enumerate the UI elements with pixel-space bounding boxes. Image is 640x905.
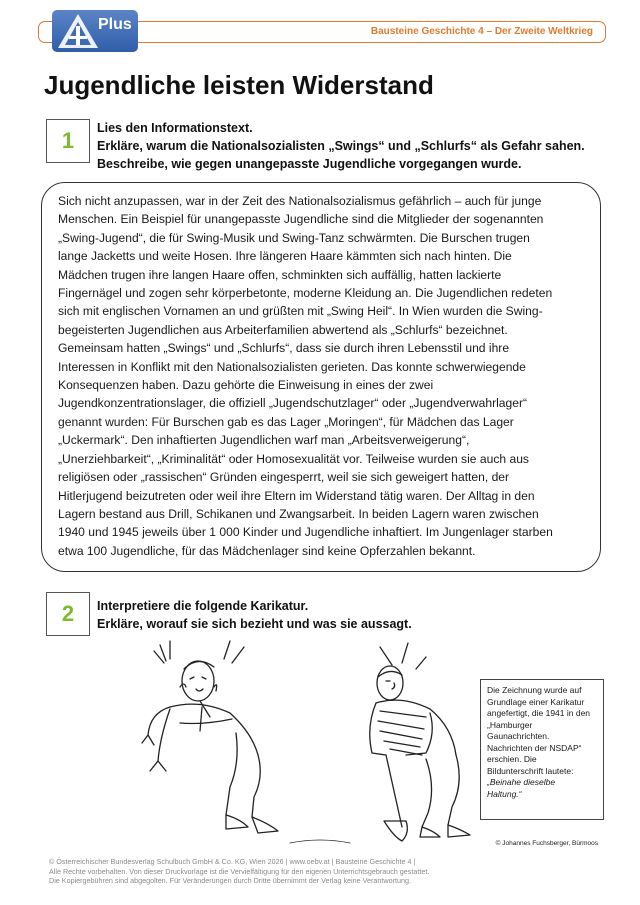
info-text-line: „Uckermark“. Den inhaftierten Jugendlichen warf man „Arbeitsverweigerung“,	[58, 433, 470, 448]
triangle-logo-icon	[56, 12, 100, 50]
task-number-1: 1	[46, 119, 90, 163]
footer-line: © Österreichischer Bundesverlag Schulbuch GmbH & Co. KG, Wien 2026 | www.oebv.at | Bausteine Geschichte 4 |	[49, 857, 416, 866]
caption-line: Bildunterschrift lautete:	[487, 765, 574, 776]
caption-quote-line: „Beinahe dieselbe	[487, 777, 556, 787]
task-2-instructions	[97, 597, 412, 633]
swing-youth-figure	[142, 641, 278, 833]
page-title: Jugendliche leisten Widerstand	[44, 70, 434, 100]
logo-text: Plus	[98, 16, 132, 33]
info-text-line: Hitlerjugend beizutreten oder weil ihre Eltern im Widerstand tätig waren. Der Alltag in den	[58, 488, 535, 503]
info-text-line: Fingernägel und zogen sehr körperbetonte, moderne Kleidung an. Die Jugendlichen redeten	[58, 286, 553, 301]
caption-line: „Hamburger	[487, 719, 533, 730]
info-text-line: Sich nicht anzupassen, war in der Zeit des Nationalsozialismus gefährlich – auch für junge	[58, 194, 542, 208]
info-text-line: genannt wurden: Für Burschen gab es das Lager „Moringen“, für Mädchen das Lager	[58, 414, 514, 429]
task-1-line: Beschreibe, wie gegen unangepasste Jugendliche vorgegangen wurde.	[97, 157, 522, 171]
info-text-line: Lagern bestand aus Drill, Schikanen und Zwangsarbeit. In beiden Lagern waren zwischen	[58, 506, 539, 521]
task-number-2: 2	[46, 592, 90, 636]
info-text-line: Jugendkonzentrationslager, die offiziell „Jugendschutzlager“ oder „Jugendverwahrlager“	[58, 396, 528, 411]
task-1-line: Erkläre, warum die Nationalsozialisten „Swings“ und „Schlurfs“ als Gefahr sahen.	[97, 139, 585, 153]
caption-line: Gaunachrichten.	[487, 731, 550, 741]
info-text-line: „Swing-Jugend“, die für Swing-Musik und Swing-Tanz schwärmten. Die Burschen trugen	[58, 230, 530, 245]
info-text-line: „Unerziehbarkeit“, „Kriminalität“ oder Homosexualität vor. Teilweise wurden sie auch aus	[58, 451, 529, 466]
info-text-line: lange Jacketts und weite Hosen. Ihre längeren Haare kämmten sich nach hinten. Die	[58, 249, 512, 264]
info-text-line: Menschen. Ein Beispiel für unangepasste Jugendliche sind die Mitglieder der sogenannten	[58, 212, 544, 227]
info-text-line: etwa 100 Jugendliche, für das Mädchenlager sind keine Opferzahlen bekannt.	[58, 543, 476, 558]
task-2-line: Interpretiere die folgende Karikatur.	[97, 599, 309, 613]
info-text-line: sich mit englischen Vornamen an und grüßten mit „Swing Heil“. In Wien wurden die Swing-	[58, 304, 543, 319]
info-text-box	[41, 182, 601, 572]
info-text-line: religiösen oder „rassischen“ Gründen eingesperrt, weil sie sich geweigert hatten, der	[58, 470, 510, 485]
info-text-line: Konsequenzen haben. Dazu gehörte die Einweisung in eines der zwei	[58, 378, 434, 393]
caption-line: Die Zeichnung wurde auf	[487, 685, 582, 695]
task-1-instructions	[97, 119, 585, 173]
info-text-line: Mädchen trugen ihre langen Haare offen, schminkten sich auffällig, hatten lackierte	[58, 267, 502, 282]
caption-line: Grundlage einer Karikatur	[487, 696, 585, 707]
footer-line: Die Kopiergebühren sind abgegolten. Für Veränderungen durch Dritte übernimmt der Verlag keine Verantwortung.	[49, 876, 411, 885]
cartoon-illustration	[140, 637, 480, 847]
caption-line: erschien. Die	[487, 754, 537, 764]
footer-line: Alle Rechte vorbehalten. Von dieser Druckvorlage ist die Vervielfältigung für den eigenen Unterrichtsgebrauch gestattet.	[49, 866, 430, 876]
task-2-line: Erkläre, worauf sie sich bezieht und was sie aussagt.	[97, 617, 412, 631]
info-text-line: 1940 und 1945 jeweils über 1 000 Kinder und Jugendliche inhaftiert. Im Jungenlager starben	[58, 525, 553, 540]
caption-line: angefertigt, die 1941 in den	[487, 708, 591, 718]
caption-box	[480, 679, 604, 820]
caption-line: Nachrichten der NSDAP“	[487, 742, 582, 753]
info-text-line: Gemeinsam hatten „Swings“ und „Schlurfs“, dass sie durch ihren Lebensstil und ihre	[58, 341, 510, 356]
publisher-logo	[52, 10, 138, 52]
footer	[49, 857, 429, 886]
worker-with-spade-figure	[370, 643, 470, 841]
info-text-line: begeisterten Jugendlichen aus Arbeiterfamilien abwertend als „Schlurfs“ bezeichnet.	[58, 322, 508, 337]
image-credit: © Johannes Fuchsberger, Bürmoos	[495, 840, 598, 847]
header-title: Bausteine Geschichte 4 – Der Zweite Weltkrieg	[370, 26, 593, 37]
task-1-line: Lies den Informationstext.	[97, 121, 253, 135]
caption-quote-line: Haltung.“	[487, 788, 522, 799]
info-text-line: Interessen in Konflikt mit den Nationalsozialisten gerieten. Das konnte schwerwiegende	[58, 359, 526, 374]
